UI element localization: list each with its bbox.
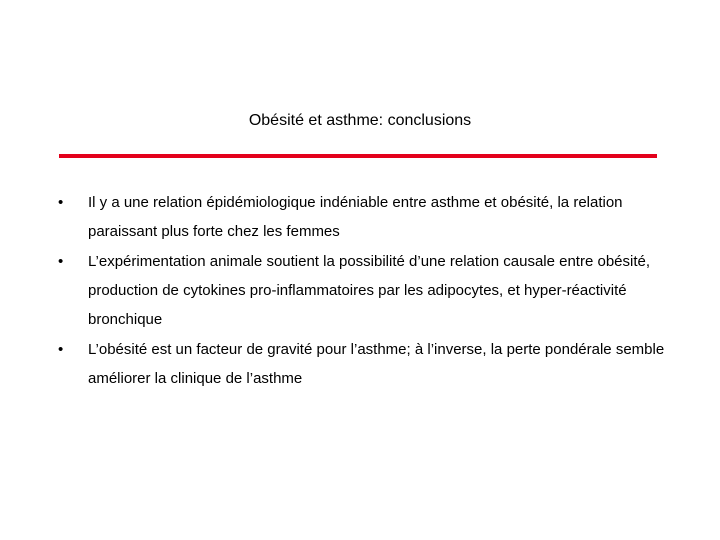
slide-title: Obésité et asthme: conclusions [248,112,472,129]
bullet-item [58,247,670,334]
bullet-text: L’obésité est un facteur de gravité pour l’asthme; à l’inverse, la perte pondérale semble améliorer la clinique de l’asthme [88,341,665,387]
bullet-text: L’expérimentation animale soutient la possibilité d’une relation causale entre obésité, production de cytokines pro-inflammatoires par les adipocytes, et hyper-réactivité bronchique [88,253,651,328]
bullet-icon: • [58,341,64,358]
title-divider [59,154,657,158]
bullet-item [58,335,670,393]
bullet-icon: • [58,194,64,211]
bullet-icon: • [58,253,64,270]
bullet-text: Il y a une relation épidémiologique indéniable entre asthme et obésité, la relation paraissant plus forte chez les femmes [88,194,623,240]
bullet-list [58,188,670,394]
bullet-item [58,188,670,246]
